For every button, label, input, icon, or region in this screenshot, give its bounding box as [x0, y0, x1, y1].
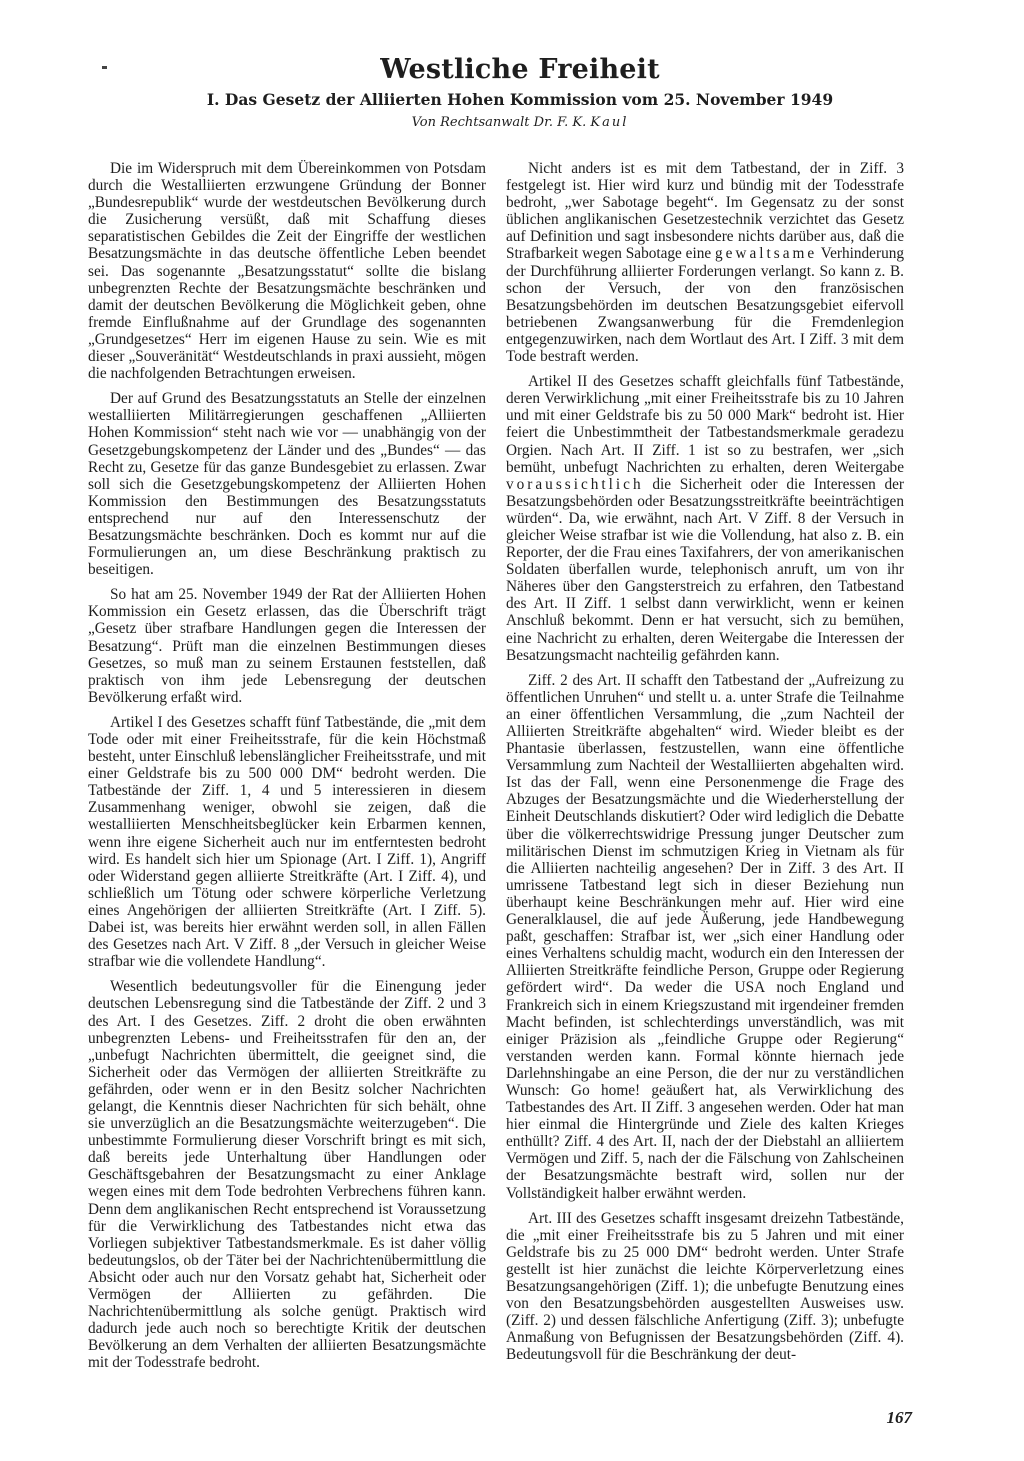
paragraph: Ziff. 2 des Art. II schafft den Tatbestand der „Aufreizung zu öffentlichen Unruhen“ und stellt u. a. unter Strafe die Teilnahme an einer öffentlichen Versammlung, die „zum Nachteil der Alliierten Streitkräfte abgehalten“ wird. Wieder bleibt es der Phantasie überlassen, festzustellen, wann eine öffentliche Versammlung zum Nachteil der Westalliierten abgehalten wird. Ist das der Fall, wenn eine Personenmenge die Frage des Abzuges der Besatzungsmächte und die Wiederherstellung der Einheit Deutschlands diskutiert? Oder wird lediglich die Debatte über die völkerrechtswidrige Pressung junger Deutscher zum militärischen Dienst im schmutzigen Krieg in Vietnam als für die Alliierten nachteilig angesehen? Der in Ziff. 3 des Art. II umrissene Tatbestand legt sich in dieser Beziehung nun überhaupt keine Beschränkungen mehr auf. Hier wird eine Generalklausel, die auf jede Äußerung, jede Handbewegung paßt, geschaffen: Strafbar ist, wer „sich einer Handlung oder eines Verhaltens schuldig macht, wodurch ein den Interessen der Alliierten Streitkräfte feindliche Person, Gruppe oder Regierung gefördert wird“. Da weder die USA noch England und Frankreich sich in einem Kriegszustand mit irgendeiner fremden Macht befinden, ist schlechterdings unverständlich, was mit einiger Präzision als „feindliche Gruppe oder Regierung“ verstanden werden kann. Formal könnte hiernach jede Darlehnshingabe an eine Person, die der nur zu verständlichen Wunsch: Go home! geäußert hat, als Verwirklichung des Tatbestandes des Art. II Ziff. 3 angesehen werden. Oder hat man hier einmal die Hintergründe und Ziele des kalten Krieges enthüllt? Ziff. 4 des Art. II, nach der der Diebstahl an alliiertem Vermögen und Ziff. 5, nach der die Fälschung von Zahlscheinen der Besatzungsmächte bestraft wird, sollen nur der Vollständigkeit halber erwähnt werden. [506, 671, 904, 1202]
right-column [506, 160, 904, 1371]
article-subtitle: I. Das Gesetz der Alliierten Hohen Kommission vom 25. November 1949 [206, 90, 834, 109]
emphasized-text: voraussichtlich [506, 475, 644, 493]
paragraph: Der auf Grund des Besatzungsstatuts an Stelle der einzelnen westalliierten Militärregierungen geschaffenen „Alliierten Hohen Kommission“ steht nach wie vor — unabhängig von der Gesetzgebungskompetenz der Länder und des „Bundes“ — das Recht zu, Gesetze für das ganze Bundesgebiet zu erlassen. Zwar soll sich die Gesetzgebungskompetenz der Alliierten Hohen Kommission den Bestimmungen des Besatzungsstatuts entsprechend nur auf den Interessenschutz der Besatzungsmächte beschränken. Doch es kommt nur auf die Formulierungen an, um diese Beschränkung praktisch zu beseitigen. [88, 390, 486, 579]
paragraph: So hat am 25. November 1949 der Rat der Alliierten Hohen Kommission ein Gesetz erlassen, das die Überschrift trägt „Gesetz über strafbare Handlungen gegen die Interessen der Besatzung“. Prüft man die einzelnen Bestimmungen dieses Gesetzes, so muß man zu seinem Erstaunen feststellen, daß praktisch von ihm jede Lebensregung der deutschen Bevölkerung erfaßt wird. [88, 586, 486, 706]
paragraph [506, 160, 904, 365]
paragraph-text: die Sicherheit oder die Interessen der Besatzungsbehörden oder Besatzungsstreitkräfte beeinträchtigen würden“. Da, wie erwähnt, nach Art. V Ziff. 8 der Versuch in gleicher Weise strafbar ist wie die Vollendung, hat also z. B. ein Reporter, der die Frau eines Taxifahrers, der von amerikanischen Soldaten überfallen wurde, telephonisch anruft, um von ihr Näheres über den Gangsterstreich zu erfahren, den Tatbestand des Art. II Ziff. 1 selbst dann verwirklicht, wenn er keinen Anschluß bekommt. Denn er hat versucht, sich zu bemühen, eine Nachricht zu erhalten, deren Weitergabe die Interessen der Besatzungsmacht nachteilig gefährden kann. [506, 475, 904, 664]
paragraph [506, 373, 904, 664]
article-header [120, 52, 920, 134]
author-prefix: Von Rechtsanwalt Dr. F. K. [411, 115, 587, 130]
left-column [88, 160, 486, 1379]
print-mark [102, 66, 107, 69]
paragraph: Art. III des Gesetzes schafft insgesamt dreizehn Tatbestände, die „mit einer Freiheitsstrafe bis zu 5 Jahren und mit einer Geldstrafe bis zu 25 000 DM“ bedroht werden. Unter Strafe gestellt ist hier zunächst die leichte Körperverletzung eines Besatzungsangehörigen (Ziff. 1); die unbefugte Benutzung eines von den Besatzungsbehörden ausgestellten Ausweises usw. (Ziff. 2) und dessen fälschliche Anfertigung (Ziff. 3); unbefugte Anmaßung von Befugnissen der Besatzungsbehörden (Ziff. 4). Bedeutungsvoll für die Beschränkung der deut- [506, 1209, 904, 1364]
article-title: Westliche Freiheit [380, 54, 660, 85]
paragraph: Artikel I des Gesetzes schafft fünf Tatbestände, die „mit dem Tode oder mit einer Freiheitsstrafe, für die kein Höchstmaß besteht, unter Einschluß lebenslänglicher Freiheitsstrafe, und mit einer Geldstrafe bis zu 500 000 DM“ bedroht werden. Die Tatbestände der Ziff. 1, 4 und 5 interessieren in diesem Zusammenhang weniger, obwohl sie zeigen, daß die westalliierten Menschheitsbeglücker kein Erbarmen kennen, wenn ihre eigene Sicherheit auch nur im entferntesten bedroht wird. Es handelt sich hier um Spionage (Art. I Ziff. 1), Angriff oder Widerstand gegen alliierte Streitkräfte (Art. I Ziff. 4), und schließlich um Tötung oder schwere körperliche Verletzung eines Angehörigen der alliierten Streitkräfte (Art. I Ziff. 5). Dabei ist, was bereits hier erwähnt werden soll, in allen Fällen des Gesetzes nach Art. V Ziff. 8 „der Versuch in gleicher Weise strafbar wie die vollendete Handlung“. [88, 713, 486, 971]
page-number: 167 [886, 1408, 912, 1427]
paragraph-text: Artikel II des Gesetzes schafft gleichfalls fünf Tatbestände, deren Verwirklichung „mit einer Freiheitsstrafe bis zu 10 Jahren und mit einer Geldstrafe bis zu 50 000 Mark“ bedroht ist. Hier feiert die Unbestimmtheit der Tatbestandsmerkmale geradezu Orgien. Nach Art. II Ziff. 1 ist so zu bestrafen, wer „sich bemüht, unbefugt Nachrichten zu erhalten, deren Weitergabe [506, 373, 904, 476]
paragraph-text: Verhinderung der Durchführung alliierter Forderungen verlangt. So kann z. B. schon der Versuch, der von den französischen Besatzungsbehörden im deutschen Besatzungsgebiet eifervoll betriebenen Zwangsanwerbung für die Fremdenlegion entgegenzuwirken, nach dem Wortlaut des Art. I Ziff. 3 mit dem Tode bestraft werden. [506, 245, 905, 366]
paragraph: Die im Widerspruch mit dem Übereinkommen von Potsdam durch die Westalliierten erzwungene Gründung der Bonner „Bundesrepublik“ wurde der westdeutschen Bevölkerung durch die Zusicherung versüßt, daß mit Schaffung dieses separatistischen Gebildes die Zeit der Eingriffe der westlichen Besatzungsmächte in das deutsche öffentliche Leben beendet sei. Das sogenannte „Besatzungsstatut“ sollte die bislang unbegrenzten Rechte der Besatzungsmächte beschränken und damit der deutschen Bevölkerung die Möglichkeit geben, ohne fremde Einflußnahme auf der Grundlage des sogenannten „Grundgesetzes“ Herr im eigenen Hause zu sein. Wie es mit dieser „Souveränität“ Westdeutschlands in praxi aussieht, mögen die nachfolgenden Betrachtungen erweisen. [88, 160, 486, 383]
article-author [120, 112, 920, 134]
paragraph-text: Nicht anders ist es mit dem Tatbestand, der in Ziff. 3 festgelegt ist. Hier wird kurz und bündig mit der Todesstrafe bedroht, „wer Sabotage begeht“. Im Gegensatz zu der sonst üblichen anglikanischen Gesetzestechnik verzichtet das Gesetz auf Definition und sagt insbesondere nichts darüber aus, daß die Strafbarkeit wegen Sabotage eine [506, 160, 904, 263]
paragraph: Wesentlich bedeutungsvoller für die Einengung jeder deutschen Lebensregung sind die Tatbestände der Ziff. 2 und 3 des Art. I des Gesetzes. Ziff. 2 droht die oben erwähnten unbegrenzten Lebens- und Freiheitsstrafen für den an, der „unbefugt Nachrichten übermittelt, die geeignet sind, die Sicherheit oder das Vermögen der alliierten Streitkräfte zu gefährden, oder wenn er in den Besitz solcher Nachrichten gelangt, die Kenntnis dieser Nachrichten für sich behält, ohne sie unverzüglich an die Besatzungsmächte weiterzugeben“. Die unbestimmte Formulierung dieser Vorschrift bringt es mit sich, daß bereits jede Unterhaltung über Handlungen oder Geschäftsgebahren der Besatzungsmacht zu einer Anklage wegen eines mit dem Tode bedrohten Verbrechens führen kann. Denn dem anglikanischen Recht entsprechend ist Voraussetzung für die Verwirklichung des Tatbestandes nicht etwa das Vorliegen subjektiver Tatbestandsmerkmale. Es ist daher völlig bedeutungslos, ob der Täter bei der Nachrichtenübermittlung die Absicht oder auch nur den Vorsatz gehabt hat, Sicherheit oder Vermögen der Alliierten zu gefährden. Die Nachrichtenübermittlung als solche genügt. Praktisch wird dadurch jede auch noch so berechtigte Kritik der deutschen Bevölkerung an dem Verhalten der alliierten Besatzungsmächte mit der Todesstrafe bedroht. [88, 978, 486, 1372]
emphasized-text: gewaltsame [714, 245, 818, 263]
author-name: Kaul [590, 115, 629, 130]
